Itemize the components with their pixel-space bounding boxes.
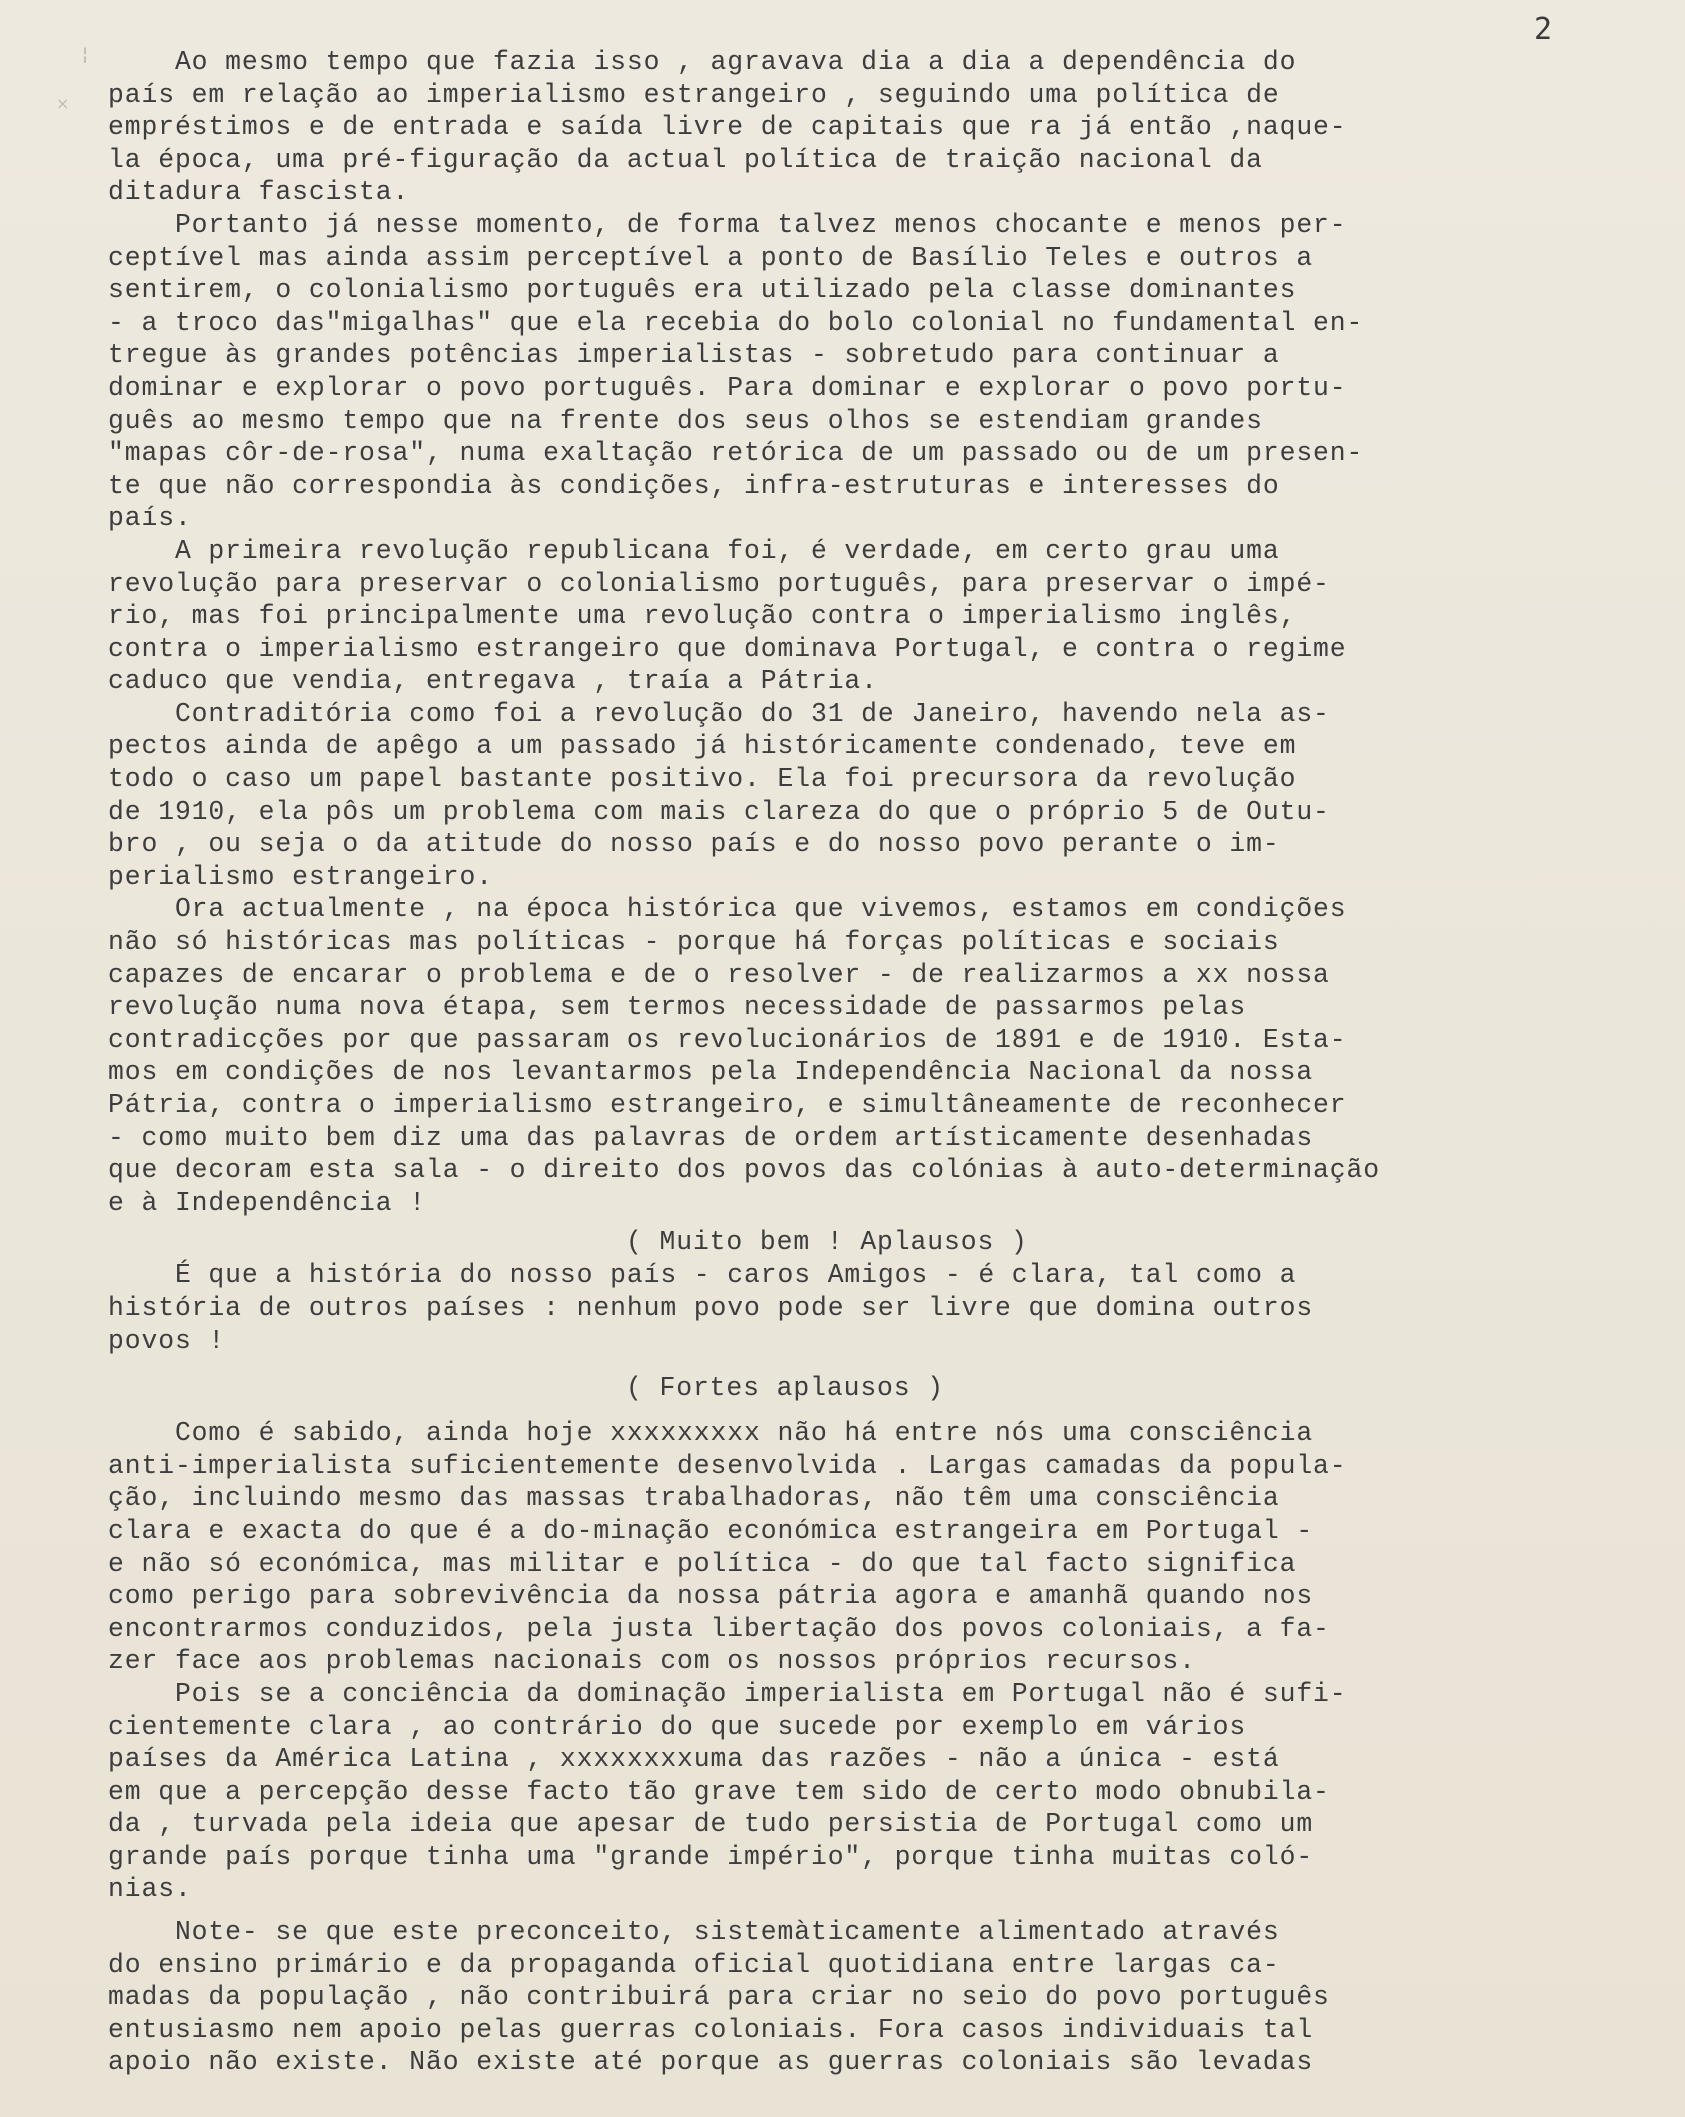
text-line: anti-imperialista suficientemente desenvolvida . Largas camadas da popula- [108, 1450, 1347, 1481]
text-line: te que não correspondia às condições, infra-estruturas e interesses do [108, 470, 1280, 501]
text-line: Pátria, contra o imperialismo estrangeiro, e simultâneamente de reconhecer [108, 1090, 1347, 1120]
text-line: ceptível mas ainda assim perceptível a ponto de Basílio Teles e outros a [108, 242, 1314, 273]
text-line: "mapas côr-de-rosa", numa exaltação retórica de um passado ou de um presen- [108, 438, 1364, 469]
text-line: cientemente clara , ao contrário do que sucede por exemplo em vários [108, 1711, 1247, 1742]
text-line: apoio não existe. Não existe até porque as guerras coloniais são levadas [108, 2047, 1314, 2078]
applause-note: ( Muito bem ! Aplausos ) [626, 1227, 1028, 1258]
text-line: povos ! [108, 1325, 226, 1356]
text-line: não só históricas mas políticas - porque há forças políticas e sociais [108, 927, 1280, 958]
text-line: dominar e explorar o povo português. Para dominar e explorar o povo portu- [108, 372, 1347, 403]
paragraph-gap [108, 1906, 1668, 1916]
section-d [108, 1916, 1668, 2079]
text-line: perialismo estrangeiro. [108, 861, 493, 892]
text-line: do ensino primário e da propaganda oficial quotidiana entre largas ca- [108, 1949, 1280, 1980]
body-text [108, 46, 1668, 2079]
text-line: contra o imperialismo estrangeiro que dominava Portugal, e contra o regime [108, 633, 1347, 664]
text-line: entusiasmo nem apoio pelas guerras coloniais. Fora casos individuais tal [108, 2014, 1314, 2045]
text-line: tregue às grandes potências imperialistas - sobretudo para continuar a [108, 340, 1280, 371]
text-line: Como é sabido, ainda hoje xxxxxxxxx não há entre nós uma consciência [108, 1418, 1314, 1449]
text-line: mos em condições de nos levantarmos pela Independência Nacional da nossa [108, 1057, 1314, 1088]
text-line: países da América Latina , xxxxxxxxuma das razões - não a única - está [108, 1744, 1280, 1775]
text-line: contradicções por que passaram os revolucionários de 1891 e de 1910. Esta- [108, 1024, 1347, 1055]
text-line: e não só económica, mas militar e política - do que tal facto significa [108, 1548, 1297, 1579]
text-line: país em relação ao imperialismo estrangeiro , seguindo uma política de [108, 79, 1280, 110]
text-line: país. [108, 503, 192, 534]
text-line: sentirem, o colonialismo português era utilizado pela classe dominantes [108, 275, 1297, 306]
text-line: grande país porque tinha uma "grande império", porque tinha muitas coló- [108, 1841, 1314, 1872]
text-line: rio, mas foi principalmente uma revolução contra o imperialismo inglês, [108, 601, 1297, 632]
applause-note: ( Fortes aplausos ) [626, 1373, 945, 1404]
text-line: como perigo para sobrevivência da nossa pátria agora e amanhã quando nos [108, 1581, 1314, 1612]
text-line: capazes de encarar o problema e de o resolver - de realizarmos a xx nossa [108, 959, 1330, 990]
text-line: madas da população , não contribuirá para criar no seio do povo português [108, 1982, 1330, 2013]
text-line: empréstimos e de entrada e saída livre de capitais que ra já então ,naque- [108, 112, 1347, 143]
text-line: zer face aos problemas nacionais com os nossos próprios recursos. [108, 1646, 1196, 1677]
text-line: história de outros países : nenhum povo pode ser livre que domina outros [108, 1292, 1314, 1323]
text-line: la época, uma pré-figuração da actual política de traição nacional da [108, 144, 1263, 175]
text-line: revolução para preservar o colonialismo português, para preservar o impé- [108, 568, 1330, 599]
text-line: encontrarmos conduzidos, pela justa libertação dos povos coloniais, a fa- [108, 1613, 1330, 1644]
text-line: Portanto já nesse momento, de forma talvez menos chocante e menos per- [108, 209, 1347, 240]
text-line: da , turvada pela ideia que apesar de tudo persistia de Portugal como um [108, 1809, 1314, 1840]
text-line: Pois se a conciência da dominação imperialista em Portugal não é sufi- [108, 1678, 1347, 1709]
text-line: A primeira revolução republicana foi, é verdade, em certo grau uma [108, 535, 1280, 566]
text-line: ção, incluindo mesmo das massas trabalhadoras, não têm uma consciência [108, 1483, 1280, 1514]
margin-mark: ¦ [82, 44, 89, 65]
text-line: - a troco das"migalhas" que ela recebia do bolo colonial no fundamental en- [108, 307, 1364, 338]
text-line: todo o caso um papel bastante positivo. Ela foi precursora da revolução [108, 764, 1297, 795]
text-line: clara e exacta do que é a do-minação económica estrangeira em Portugal - [108, 1515, 1314, 1546]
text-line: de 1910, ela pôs um problema com mais clareza do que o próprio 5 de Outu- [108, 796, 1330, 827]
text-line: Contraditória como foi a revolução do 31 de Janeiro, havendo nela as- [108, 698, 1330, 729]
section-c [108, 1417, 1668, 1906]
text-line: que decoram esta sala - o direito dos povos das colónias à auto-determinação [108, 1155, 1381, 1186]
margin-mark: × [56, 94, 70, 113]
text-line: caduco que vendia, entregava , traía a Pátria. [108, 666, 878, 697]
section-b [108, 1259, 1668, 1357]
text-line: - como muito bem diz uma das palavras de ordem artísticamente desenhadas [108, 1122, 1314, 1153]
page-number: 2 [1534, 12, 1553, 47]
text-line: em que a percepção desse facto tão grave tem sido de certo modo obnubila- [108, 1776, 1330, 1807]
text-line: bro , ou seja o da atitude do nosso país e do nosso povo perante o im- [108, 829, 1280, 860]
text-line: ditadura fascista. [108, 177, 410, 208]
section-a [108, 46, 1668, 1219]
text-line: É que a história do nosso país - caros Amigos - é clara, tal como a [108, 1260, 1297, 1291]
text-line: Note- se que este preconceito, sistemàticamente alimentado através [108, 1917, 1280, 1948]
text-line: revolução numa nova étapa, sem termos necessidade de passarmos pelas [108, 992, 1247, 1023]
text-line: pectos ainda de apêgo a um passado já históricamente condenado, teve em [108, 731, 1297, 762]
text-line: e à Independência ! [108, 1187, 427, 1218]
text-line: Ora actualmente , na época histórica que vivemos, estamos em condições [108, 894, 1347, 925]
text-line: nias. [108, 1874, 192, 1905]
text-line: Ao mesmo tempo que fazia isso , agravava dia a dia a dependência do [108, 47, 1297, 77]
text-line: guês ao mesmo tempo que na frente dos seus olhos se estendiam grandes [108, 405, 1263, 436]
